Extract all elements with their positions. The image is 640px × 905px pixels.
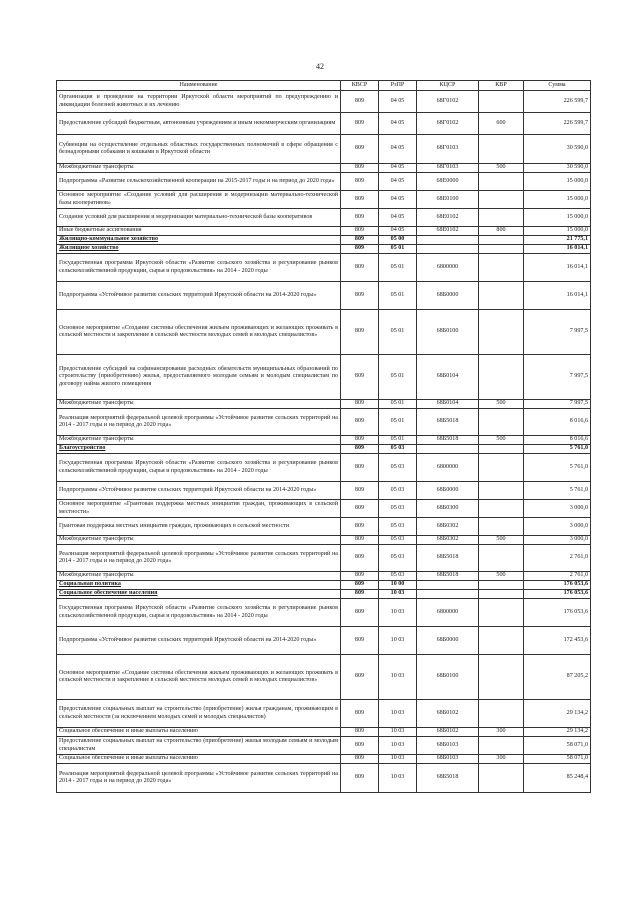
row-kvsr: 809 <box>341 227 379 236</box>
row-kvsr: 809 <box>341 655 379 700</box>
row-kvr <box>479 764 524 793</box>
row-kcsr: 68Б5018 <box>417 436 479 445</box>
row-kvsr: 809 <box>341 590 379 599</box>
row-kcsr: 68Е0100 <box>417 191 479 209</box>
row-kvsr: 809 <box>341 755 379 764</box>
row-name: Социальное обеспечение и иные выплаты населению <box>57 728 341 737</box>
row-kvsr: 809 <box>341 164 379 173</box>
row-rzpr: 10 03 <box>379 627 417 655</box>
table-row <box>57 500 591 518</box>
row-sum: 16 014,1 <box>524 254 591 282</box>
row-sum: 16 014,1 <box>524 245 591 254</box>
row-sum: 226 599,7 <box>524 91 591 113</box>
row-sum: 226 599,7 <box>524 113 591 135</box>
row-name: Предоставление субсидий на софинансирование расходных обязательств муниципальных образований по строительству (приобретению) жилья, предоставляемого молодым семьям и молодым специалистам по договору найма жилого помещения <box>57 355 341 400</box>
row-sum: 15 000,0 <box>524 173 591 191</box>
row-name: Подпрограмма «Развитие сельскохозяйственной кооперации на 2015-2017 годы и на период до 2020 года» <box>57 173 341 191</box>
row-rzpr: 05 03 <box>379 572 417 581</box>
row-kvsr: 809 <box>341 627 379 655</box>
row-kvsr: 809 <box>341 209 379 227</box>
row-kcsr: 68Е0102 <box>417 227 479 236</box>
row-kcsr: 68Б0000 <box>417 482 479 500</box>
row-rzpr: 05 03 <box>379 500 417 518</box>
table-row <box>57 737 591 755</box>
row-sum: 176 053,6 <box>524 599 591 627</box>
row-rzpr: 10 03 <box>379 728 417 737</box>
row-kvsr: 809 <box>341 445 379 454</box>
table-row <box>57 173 591 191</box>
row-kvr: 500 <box>479 572 524 581</box>
row-rzpr: 05 01 <box>379 310 417 355</box>
row-sum: 87 205,2 <box>524 655 591 700</box>
table-row <box>57 209 591 227</box>
table-row <box>57 113 591 135</box>
row-kvr <box>479 254 524 282</box>
table-row <box>57 599 591 627</box>
row-kcsr: 68Г0103 <box>417 164 479 173</box>
row-rzpr: 04 05 <box>379 227 417 236</box>
row-kvr <box>479 173 524 191</box>
row-kvr <box>479 245 524 254</box>
table-row <box>57 282 591 310</box>
row-rzpr: 05 03 <box>379 536 417 545</box>
row-name: Реализация мероприятий федеральной целевой программы «Устойчивое развитие сельских территорий на 2014 - 2017 годы и на период до 2020 года» <box>57 409 341 436</box>
table-row <box>57 581 591 590</box>
row-kvr <box>479 545 524 572</box>
row-rzpr: 05 01 <box>379 254 417 282</box>
row-sum: 8 016,6 <box>524 436 591 445</box>
table-row <box>57 310 591 355</box>
row-kcsr <box>417 245 479 254</box>
table-row <box>57 254 591 282</box>
row-rzpr: 04 05 <box>379 164 417 173</box>
header-kcsr: КЦСР <box>417 81 479 91</box>
row-sum: 2 761,0 <box>524 545 591 572</box>
row-rzpr: 04 05 <box>379 91 417 113</box>
row-name: Государственная программа Иркутской области «Развитие сельского хозяйства и регулирование рынков сельскохозяйственной продукции, сырья и продовольствия» на 2014 - 2020 годы <box>57 254 341 282</box>
row-name: Реализация мероприятий федеральной целевой программы «Устойчивое развитие сельских территорий на 2014 - 2017 годы и на период до 2020 года» <box>57 545 341 572</box>
row-kvr <box>479 236 524 245</box>
row-rzpr: 10 03 <box>379 590 417 599</box>
row-kvr <box>479 310 524 355</box>
row-kcsr: 68Б0100 <box>417 310 479 355</box>
row-kcsr: 68Г0102 <box>417 113 479 135</box>
row-kcsr: 68Б0104 <box>417 400 479 409</box>
row-name: Основное мероприятие «Создание условий для расширения и модернизации материально-технической базы кооперативов» <box>57 191 341 209</box>
row-kcsr: 68Е0000 <box>417 173 479 191</box>
row-kcsr <box>417 236 479 245</box>
row-kvr <box>479 590 524 599</box>
row-sum: 7 997,5 <box>524 355 591 400</box>
row-kvsr: 809 <box>341 728 379 737</box>
row-kcsr: 68Г0103 <box>417 135 479 164</box>
row-kcsr: 68Б0103 <box>417 737 479 755</box>
row-sum: 30 590,0 <box>524 135 591 164</box>
row-sum: 29 134,2 <box>524 700 591 728</box>
row-kvsr: 809 <box>341 536 379 545</box>
table-row <box>57 164 591 173</box>
row-kcsr: 68Б0100 <box>417 655 479 700</box>
table-row <box>57 236 591 245</box>
row-sum: 58 071,0 <box>524 755 591 764</box>
row-sum: 3 000,0 <box>524 536 591 545</box>
row-rzpr: 05 03 <box>379 445 417 454</box>
table-row <box>57 545 591 572</box>
row-name: Социальное обеспечение населения <box>57 590 341 599</box>
row-kcsr: 68Б0000 <box>417 627 479 655</box>
row-kvsr: 809 <box>341 545 379 572</box>
row-kvr <box>479 599 524 627</box>
row-kvsr: 809 <box>341 310 379 355</box>
row-sum: 172 453,6 <box>524 627 591 655</box>
row-name: Реализация мероприятий федеральной целевой программы «Устойчивое развитие сельских территорий на 2014 - 2017 годы и на период до 2020 года» <box>57 764 341 793</box>
row-sum: 7 997,5 <box>524 400 591 409</box>
row-name: Межбюджетные трансферты <box>57 436 341 445</box>
row-name: Социальное обеспечение и иные выплаты населению <box>57 755 341 764</box>
row-sum: 5 761,0 <box>524 482 591 500</box>
table-row <box>57 436 591 445</box>
row-kvsr: 809 <box>341 245 379 254</box>
row-rzpr: 05 01 <box>379 436 417 445</box>
table-row <box>57 627 591 655</box>
row-kcsr: 68Б5018 <box>417 545 479 572</box>
header-kvsr: КВСР <box>341 81 379 91</box>
row-kvr <box>479 355 524 400</box>
row-kvr <box>479 454 524 482</box>
row-kcsr: 6800000 <box>417 454 479 482</box>
row-rzpr: 10 03 <box>379 755 417 764</box>
row-sum: 176 053,6 <box>524 590 591 599</box>
row-name: Подпрограмма «Устойчивое развитие сельских территорий Иркутской области на 2014-2020 годы» <box>57 627 341 655</box>
row-kvr <box>479 135 524 164</box>
table-row <box>57 482 591 500</box>
row-rzpr: 05 01 <box>379 409 417 436</box>
row-kcsr: 68Б0302 <box>417 518 479 536</box>
row-kvsr: 809 <box>341 518 379 536</box>
row-name: Основное мероприятие «Создание системы обеспечения жильем проживающих и желающих проживать в сельской местности и закрепление в сельской местности молодых семей и молодых специалистов» <box>57 655 341 700</box>
row-name: Государственная программа Иркутской области «Развитие сельского хозяйства и регулирование рынков сельскохозяйственной продукции, сырья и продовольствия» на 2014 - 2020 годы <box>57 599 341 627</box>
budget-table <box>56 80 591 793</box>
row-rzpr: 10 03 <box>379 655 417 700</box>
row-kcsr: 68Б0103 <box>417 755 479 764</box>
row-kvsr: 809 <box>341 436 379 445</box>
row-name: Субвенции на осуществление отдельных областных государственных полномочий в сфере обращения с безнадзорными собаками и кошками в Иркутской области <box>57 135 341 164</box>
row-name: Организация и проведение на территории Иркутской области мероприятий по предупреждению и ликвидации болезней животных и их лечению <box>57 91 341 113</box>
row-name: Жилищное хозяйство <box>57 245 341 254</box>
row-kvsr: 809 <box>341 191 379 209</box>
row-kvr: 500 <box>479 400 524 409</box>
row-rzpr: 04 05 <box>379 191 417 209</box>
row-name: Государственная программа Иркутской области «Развитие сельского хозяйства и регулирование рынков сельскохозяйственной продукции, сырья и продовольствия» на 2014 - 2020 годы <box>57 454 341 482</box>
row-name: Предоставление социальных выплат на строительство (приобретение) жилья гражданам, проживающим в сельской местности (за исключением молодых семей и молодых специалистов) <box>57 700 341 728</box>
header-rzpr: РзПР <box>379 81 417 91</box>
row-name: Жилищно-коммунальное хозяйство <box>57 236 341 245</box>
row-name: Предоставление субсидий бюджетным, автономным учреждениям и иным некоммерческим организациям <box>57 113 341 135</box>
row-rzpr: 10 03 <box>379 599 417 627</box>
table-row <box>57 409 591 436</box>
row-kvr: 600 <box>479 113 524 135</box>
row-sum: 5 761,0 <box>524 454 591 482</box>
table-row <box>57 454 591 482</box>
row-kcsr <box>417 581 479 590</box>
row-sum: 15 000,0 <box>524 227 591 236</box>
row-sum: 5 761,0 <box>524 445 591 454</box>
row-kcsr: 68Б0104 <box>417 355 479 400</box>
table-row <box>57 227 591 236</box>
header-kvr: КВР <box>479 81 524 91</box>
row-rzpr: 05 03 <box>379 482 417 500</box>
row-kvr: 800 <box>479 227 524 236</box>
row-kcsr: 68Б0102 <box>417 700 479 728</box>
row-kvsr: 809 <box>341 482 379 500</box>
row-name: Подпрограмма «Устойчивое развитие сельских территорий Иркутской области на 2014-2020 годы» <box>57 482 341 500</box>
row-kvsr: 809 <box>341 764 379 793</box>
page-number: 42 <box>316 62 324 71</box>
row-sum: 7 997,5 <box>524 310 591 355</box>
row-name: Основное мероприятие «Создание системы обеспечения жильем проживающих и желающих проживать в сельской местности и закрепление в сельской местности молодых семей и молодых специалистов» <box>57 310 341 355</box>
row-kvsr: 809 <box>341 135 379 164</box>
row-name: Благоустройство <box>57 445 341 454</box>
row-kcsr: 6800000 <box>417 599 479 627</box>
row-sum: 8 016,6 <box>524 409 591 436</box>
row-kcsr: 68Б0000 <box>417 282 479 310</box>
row-sum: 58 071,0 <box>524 737 591 755</box>
row-kcsr: 68Б0102 <box>417 728 479 737</box>
row-name: Подпрограмма «Устойчивое развитие сельских территорий Иркутской области на 2014-2020 годы» <box>57 282 341 310</box>
row-kvsr: 809 <box>341 454 379 482</box>
row-kvr: 500 <box>479 164 524 173</box>
row-kcsr: 68Б5018 <box>417 572 479 581</box>
table-row <box>57 590 591 599</box>
row-rzpr: 05 01 <box>379 245 417 254</box>
row-kvsr: 809 <box>341 737 379 755</box>
row-kvr: 300 <box>479 755 524 764</box>
row-sum: 15 000,0 <box>524 209 591 227</box>
row-kvsr: 809 <box>341 91 379 113</box>
row-sum: 30 590,0 <box>524 164 591 173</box>
row-kvr <box>479 655 524 700</box>
row-kvsr: 809 <box>341 282 379 310</box>
row-kvr <box>479 191 524 209</box>
row-kvsr: 809 <box>341 572 379 581</box>
row-name: Межбюджетные трансферты <box>57 572 341 581</box>
row-kvsr: 809 <box>341 409 379 436</box>
row-kvr <box>479 282 524 310</box>
header-name: Наименование <box>57 81 341 91</box>
row-kvsr: 809 <box>341 599 379 627</box>
row-sum: 29 134,2 <box>524 728 591 737</box>
table-row <box>57 135 591 164</box>
row-sum: 3 000,0 <box>524 500 591 518</box>
row-name: Социальная политика <box>57 581 341 590</box>
row-kvr <box>479 91 524 113</box>
row-kvr <box>479 737 524 755</box>
row-rzpr: 05 01 <box>379 355 417 400</box>
table-row <box>57 355 591 400</box>
row-rzpr: 05 03 <box>379 518 417 536</box>
row-name: Межбюджетные трансферты <box>57 536 341 545</box>
table-row <box>57 91 591 113</box>
row-kvsr: 809 <box>341 355 379 400</box>
row-name: Предоставление социальных выплат на строительство (приобретение) жилья молодым семьям и молодым специалистам <box>57 737 341 755</box>
row-kvsr: 809 <box>341 236 379 245</box>
row-kvsr: 809 <box>341 173 379 191</box>
row-kvr <box>479 482 524 500</box>
row-kcsr: 68Б5018 <box>417 409 479 436</box>
table-row <box>57 764 591 793</box>
row-kvsr: 809 <box>341 500 379 518</box>
row-rzpr: 04 05 <box>379 173 417 191</box>
row-kvr <box>479 500 524 518</box>
row-name: Межбюджетные трансферты <box>57 164 341 173</box>
row-kcsr <box>417 590 479 599</box>
table-header-row <box>57 81 591 91</box>
row-rzpr: 04 05 <box>379 113 417 135</box>
row-sum: 16 014,1 <box>524 282 591 310</box>
row-rzpr: 04 05 <box>379 209 417 227</box>
row-sum: 2 761,0 <box>524 572 591 581</box>
table-row <box>57 536 591 545</box>
row-kvr: 500 <box>479 536 524 545</box>
table-row <box>57 700 591 728</box>
row-kvr: 500 <box>479 436 524 445</box>
row-kcsr: 6800000 <box>417 254 479 282</box>
table-row <box>57 400 591 409</box>
row-kvsr: 809 <box>341 113 379 135</box>
header-sum: Сумма <box>524 81 591 91</box>
row-name: Основное мероприятие «Грантовая поддержка местных инициатив граждан, проживающих в сельской местности» <box>57 500 341 518</box>
row-name: Грантовая поддержка местных инициатив граждан, проживающих в сельской местности <box>57 518 341 536</box>
table-row <box>57 445 591 454</box>
row-kcsr: 68Г0102 <box>417 91 479 113</box>
row-kvsr: 809 <box>341 700 379 728</box>
table-row <box>57 518 591 536</box>
table-row <box>57 572 591 581</box>
table-row <box>57 245 591 254</box>
table-row <box>57 655 591 700</box>
row-name: Иные бюджетные ассигнования <box>57 227 341 236</box>
row-kvr <box>479 209 524 227</box>
row-rzpr: 05 01 <box>379 400 417 409</box>
row-rzpr: 05 03 <box>379 454 417 482</box>
table-row <box>57 755 591 764</box>
row-kvr <box>479 627 524 655</box>
row-kvr <box>479 445 524 454</box>
row-kvsr: 809 <box>341 400 379 409</box>
row-sum: 3 000,0 <box>524 518 591 536</box>
row-rzpr: 05 03 <box>379 545 417 572</box>
row-rzpr: 10 00 <box>379 581 417 590</box>
row-rzpr: 05 01 <box>379 282 417 310</box>
row-rzpr: 10 03 <box>379 764 417 793</box>
row-rzpr: 05 00 <box>379 236 417 245</box>
row-kcsr: 68Б0302 <box>417 536 479 545</box>
row-kvr <box>479 409 524 436</box>
row-kvr <box>479 518 524 536</box>
row-kcsr: 68Б5018 <box>417 764 479 793</box>
row-kvr <box>479 700 524 728</box>
row-kvr <box>479 581 524 590</box>
table-body <box>57 91 591 793</box>
row-rzpr: 10 03 <box>379 700 417 728</box>
row-kcsr <box>417 445 479 454</box>
row-sum: 85 248,4 <box>524 764 591 793</box>
row-kvsr: 809 <box>341 254 379 282</box>
row-kvr: 300 <box>479 728 524 737</box>
row-kvsr: 809 <box>341 581 379 590</box>
row-sum: 21 775,1 <box>524 236 591 245</box>
row-rzpr: 04 05 <box>379 135 417 164</box>
table-row <box>57 728 591 737</box>
row-name: Создание условий для расширения и модернизации материально-технической базы кооперативов <box>57 209 341 227</box>
row-kcsr: 68Е0102 <box>417 209 479 227</box>
row-sum: 15 000,0 <box>524 191 591 209</box>
row-sum: 176 053,6 <box>524 581 591 590</box>
row-kcsr: 68Б0300 <box>417 500 479 518</box>
table-row <box>57 191 591 209</box>
row-name: Межбюджетные трансферты <box>57 400 341 409</box>
row-rzpr: 10 03 <box>379 737 417 755</box>
